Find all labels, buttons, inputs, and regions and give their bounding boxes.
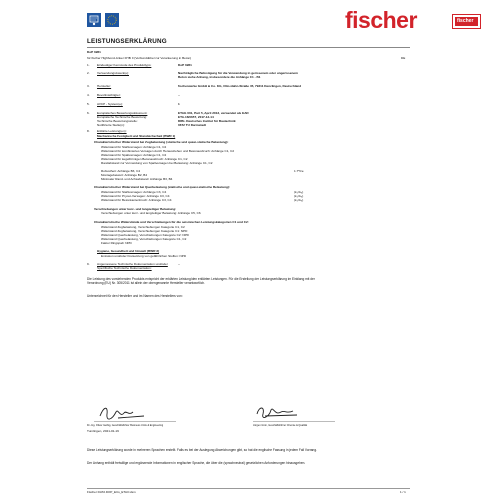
row-label: Bevollmächtigter: bbox=[97, 93, 121, 97]
side-note: (k₁=k₈) bbox=[294, 190, 304, 194]
section-displacement-heading: Verschiebungen unter kurz- und langzeitiger Belastung: bbox=[94, 207, 177, 211]
side-note: (k₁=k₈) bbox=[294, 194, 304, 198]
techdoc-label: Spezifische Technische Dokumentation: bbox=[97, 266, 152, 270]
eta-value: DIBt- Deutsches Institut für Bautechnik bbox=[178, 119, 236, 123]
header-icons bbox=[87, 13, 119, 27]
techdoc-label: Angemessene Technische Dokumentation und/oder bbox=[97, 262, 168, 266]
place-date: Tumlingen, 2021-01-19 bbox=[87, 429, 119, 433]
section-line: Widerstand für Stahlversagen: Anhänge C3, C4 bbox=[101, 190, 167, 194]
signatory-1: Dr.-Ing. Oliver Geibig, Geschäftsführer Business Units & Engineering bbox=[87, 424, 164, 427]
row-number: 5. bbox=[87, 102, 90, 106]
eta-label: Europäische Technische Bewertung: bbox=[97, 115, 147, 119]
row-number: 8. bbox=[87, 129, 90, 133]
section-line: Widerstand für Betonkantenbruch: Anhänge C3, C4 bbox=[101, 198, 172, 202]
eta-label: Technische Bewertungsstelle: bbox=[97, 119, 138, 123]
row-number: 9. bbox=[87, 262, 90, 266]
row-value: Nachträgliche Befestigung für die Verwendung in gerissenem oder ungerissenem bbox=[178, 71, 298, 75]
signature-2-icon bbox=[253, 404, 303, 422]
section-line: Montagebeiwert: Anhänge B2, B4 bbox=[101, 173, 148, 177]
section-line: Widerstand für Spaltversagen: Anhänge C1, C2 bbox=[101, 153, 167, 157]
signature-1-icon bbox=[98, 404, 148, 422]
page-number: 1 / 1 bbox=[400, 490, 406, 494]
eta-label: Notifizierte Stelle(n): bbox=[97, 123, 125, 127]
eta-label: Europäisches Bewertungsdokument: bbox=[97, 111, 148, 115]
title-divider bbox=[87, 47, 410, 48]
eta-value: ETAG 001, Part 5, April 2013, verwendet als EAD bbox=[178, 111, 249, 115]
side-note: 1.7*fce bbox=[294, 169, 304, 173]
row-label: Verwendungszweck(e): bbox=[97, 71, 129, 75]
row-label: AVCP - System(e): bbox=[97, 102, 123, 106]
signatory-2: Jürgen Grün, Geschäftsführer Chemie & Qualität bbox=[253, 424, 308, 427]
row-value: Beton siehe Anhang, insbesondere die Anhänge C1 - B1 bbox=[178, 75, 261, 79]
intro-text: für fischer Highbond-Anker FHB II (Verbunddübel zur Verankerung in Beton) bbox=[87, 56, 192, 60]
eta-value: ETA-16/0657, 2017-12-14 bbox=[178, 115, 214, 119]
declaration-paragraph: Verordnung (EU) Nr. 305/2011 ist allein der obengenannte Hersteller verantwortlich. bbox=[87, 281, 205, 285]
certificate-icon bbox=[87, 13, 101, 27]
section-shear-heading: Charakteristischer Widerstand bei Querbelastung (statische und quasi-statische Belastung): bbox=[94, 185, 230, 189]
section-tension-heading: Charakteristischer Widerstand bei Zugbelastung (statische und quasi-statische Belastung): bbox=[94, 140, 229, 144]
section-line: Minimaler Rand- und Achsabstand: Anhänge B3, B4 bbox=[101, 177, 173, 181]
section-line: Widerstand für Stahlversagen: Anhänge C1, C2 bbox=[101, 145, 167, 149]
row-value: -- bbox=[178, 93, 181, 97]
signed-for-text: Unterzeichnet für den Hersteller und im Namen des Herstellers von: bbox=[87, 294, 183, 298]
section-line: Randabstand zur Vermeidung von Spaltversagen bei Belastung: Anhänge C1, C2 bbox=[101, 161, 213, 165]
page-title: LEISTUNGSERKLÄRUNG bbox=[87, 38, 167, 45]
section-line: Widerstand für Pryout-Versagen: Anhänge C3, C4 bbox=[101, 194, 170, 198]
row-value: 1 bbox=[178, 102, 180, 106]
annex-note: Der Anhang enthält freiwillige und ergänzende Informationen in englischer Sprache, die über die (sprachneutral) gesetzlichen Anforderungen hinausgehen. bbox=[87, 461, 306, 465]
brand-badge bbox=[452, 14, 481, 29]
row-label: Hersteller: bbox=[97, 84, 112, 88]
row-number: 1. bbox=[87, 63, 90, 67]
brand-logo: fischer bbox=[345, 7, 417, 33]
section-line: Widerstand Zugbelastung, Verschiebungen Kategorie C1, C2 bbox=[101, 225, 185, 229]
bwr1-heading: Mechanische Festigkeit und Standsicherheit (BWR 1) bbox=[97, 134, 176, 138]
techdoc-value: -- bbox=[178, 262, 181, 266]
footer-filename: Fischer DATA DOP_ECs_ETA3.xlsm bbox=[87, 490, 136, 494]
row-value: DoP 0281 bbox=[178, 63, 192, 67]
signature-line bbox=[94, 421, 176, 422]
row-value: fischerwerke GmbH & Co. KG, Otto-Hahn-Straße 45, 79211 Denzlingen, Deutschland bbox=[178, 84, 302, 88]
row-number: 2. bbox=[87, 71, 90, 75]
section-line: Widerstand für kombiniertes Versagen durch Herausziehen und Betonausbruch: Anhänge C1, C2 bbox=[101, 149, 235, 153]
row-number: 3. bbox=[87, 84, 90, 88]
declaration-paragraph: Die Leistung des vorstehenden Produkts entspricht der erklärten Leistung/den erklärten Leistungen. Für die Erstellung der Leistungserklärung im Einklang mit der bbox=[87, 277, 315, 281]
footer-divider bbox=[87, 488, 410, 489]
section-line: Widerstand für kegelförmigen Betonausbruch: Anhänge C1, C2 bbox=[101, 157, 188, 161]
section-line: Robustheit: Anhänge B3, C4 bbox=[101, 169, 141, 173]
ce-mark-icon bbox=[105, 13, 119, 27]
row-label: Eindeutiger Kenncode des Produkttyps: bbox=[97, 63, 152, 67]
section-line: Emission und/oder Freisetzung von gefährlichen Stoffen: NPD bbox=[101, 254, 187, 258]
section-line: Faktor Ringspalt: NPD bbox=[101, 241, 132, 245]
row-number: 4. bbox=[87, 93, 90, 97]
brand-badge-text: fischer bbox=[457, 18, 474, 24]
eta-value: 0672 TU Darmstadt bbox=[178, 123, 207, 127]
dop-number: DoP 0281 bbox=[87, 50, 101, 54]
section-line: Widerstand Zugbelastung, Verschiebungen Kategorie C1: NPD bbox=[101, 229, 188, 233]
signature-line bbox=[253, 421, 335, 422]
bwr3-heading: Hygiene, Gesundheit und Umwelt (BWR 3) bbox=[97, 249, 160, 253]
section-seismic-heading: Charakteristische Widerstände und Verschiebungen für die seismischen Leistungskategorien C1 und C2: bbox=[94, 220, 249, 224]
section-line: Widerstand Querbelastung, Verschiebungen Kategorie C2: NPD bbox=[101, 233, 189, 237]
section-line: Widerstand Querbelastung, Verschiebungen Kategorie C1, C2 bbox=[101, 237, 187, 241]
language-code: DE bbox=[401, 56, 406, 60]
side-note: (k₁=k₈) bbox=[294, 198, 304, 202]
row-number: 6. bbox=[87, 111, 90, 115]
section-line: Verschiebungen unter kurz- und langzeitiger Belastung: Anhänge C5, C6 bbox=[101, 211, 201, 215]
declared-heading: Erklärte Leistung(en): bbox=[97, 129, 127, 133]
language-note: Diese Leistungserklärung wurde in mehreren Sprachen erstellt. Falls es bei der Auslegung Abweichungen gibt, so hat die englische Fassung in jedem Fall Vorrang. bbox=[87, 448, 317, 452]
